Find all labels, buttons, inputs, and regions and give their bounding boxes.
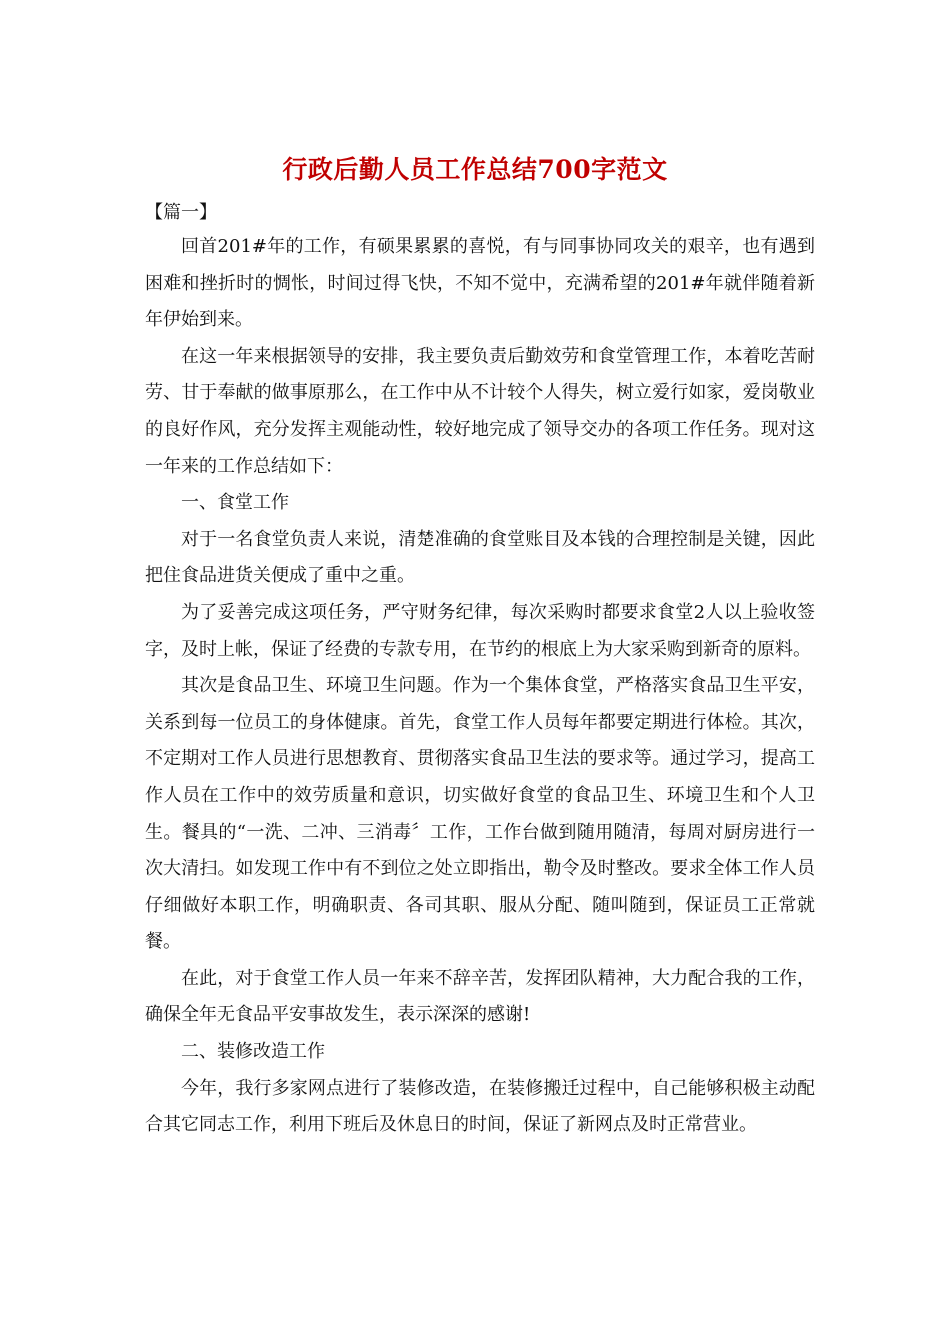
document-body — [145, 229, 815, 1144]
section-label: 【篇一】 — [145, 202, 217, 223]
heading-canteen-work: 一、食堂工作 — [181, 492, 289, 514]
paragraph-canteen-accounts: 对于一名食堂负责人来说，清楚准确的食堂账目及本钱的合理控制是关键，因此把住食品进货关便成了重中之重。 — [145, 528, 815, 587]
paragraph-hygiene: 其次是食品卫生、环境卫生问题。作为一个集体食堂，严格落实食品卫生平安，关系到每一位员工的身体健康。首先，食堂工作人员每年都要定期进行体检。其次，不定期对工作人员进行思想教育、贯彻落实食品卫生法的要求等。通过学习，提高工作人员在工作中的效劳质量和意识，切实做好食堂的食品卫生、环境卫生和个人卫生。餐具的“一洗、二冲、三消毒〞工作，工作台做到随用随清，每周对厨房进行一次大清扫。如发现工作中有不到位之处立即指出，勒令及时整改。要求全体工作人员仔细做好本职工作，明确职责、各司其职、服从分配、随叫随到，保证员工正常就餐。 — [145, 675, 815, 953]
paragraph-intro: 回首201#年的工作，有硕果累累的喜悦，有与同事协同攻关的艰辛，也有遇到困难和挫折时的惆怅，时间过得飞快，不知不觉中，充满希望的201#年就伴随着新年伊始到来。 — [145, 236, 815, 331]
paragraph-responsibilities: 在这一年来根据领导的安排，我主要负责后勤效劳和食堂管理工作，本着吃苦耐劳、甘于奉献的做事原那么，在工作中从不计较个人得失，树立爱行如家，爱岗敬业的良好作风，充分发挥主观能动性，较好地完成了领导交办的各项工作任务。现对这一年来的工作总结如下： — [145, 345, 815, 477]
paragraph-thanks: 在此，对于食堂工作人员一年来不辞辛苦，发挥团队精神，大力配合我的工作，确保全年无食品平安事故发生，表示深深的感谢! — [145, 967, 815, 1026]
document-title: 行政后勤人员工作总结700字范文 — [282, 155, 668, 184]
heading-renovation-work: 二、装修改造工作 — [181, 1041, 325, 1063]
paragraph-procurement: 为了妥善完成这项任务，严守财务纪律，每次采购时都要求食堂2人以上验收签字，及时上帐，保证了经费的专款专用，在节约的根底上为大家采购到新奇的原料。 — [145, 601, 815, 660]
paragraph-renovation: 今年，我行多家网点进行了装修改造，在装修搬迁过程中，自己能够积极主动配合其它同志工作，利用下班后及休息日的时间，保证了新网点及时正常营业。 — [145, 1077, 815, 1136]
